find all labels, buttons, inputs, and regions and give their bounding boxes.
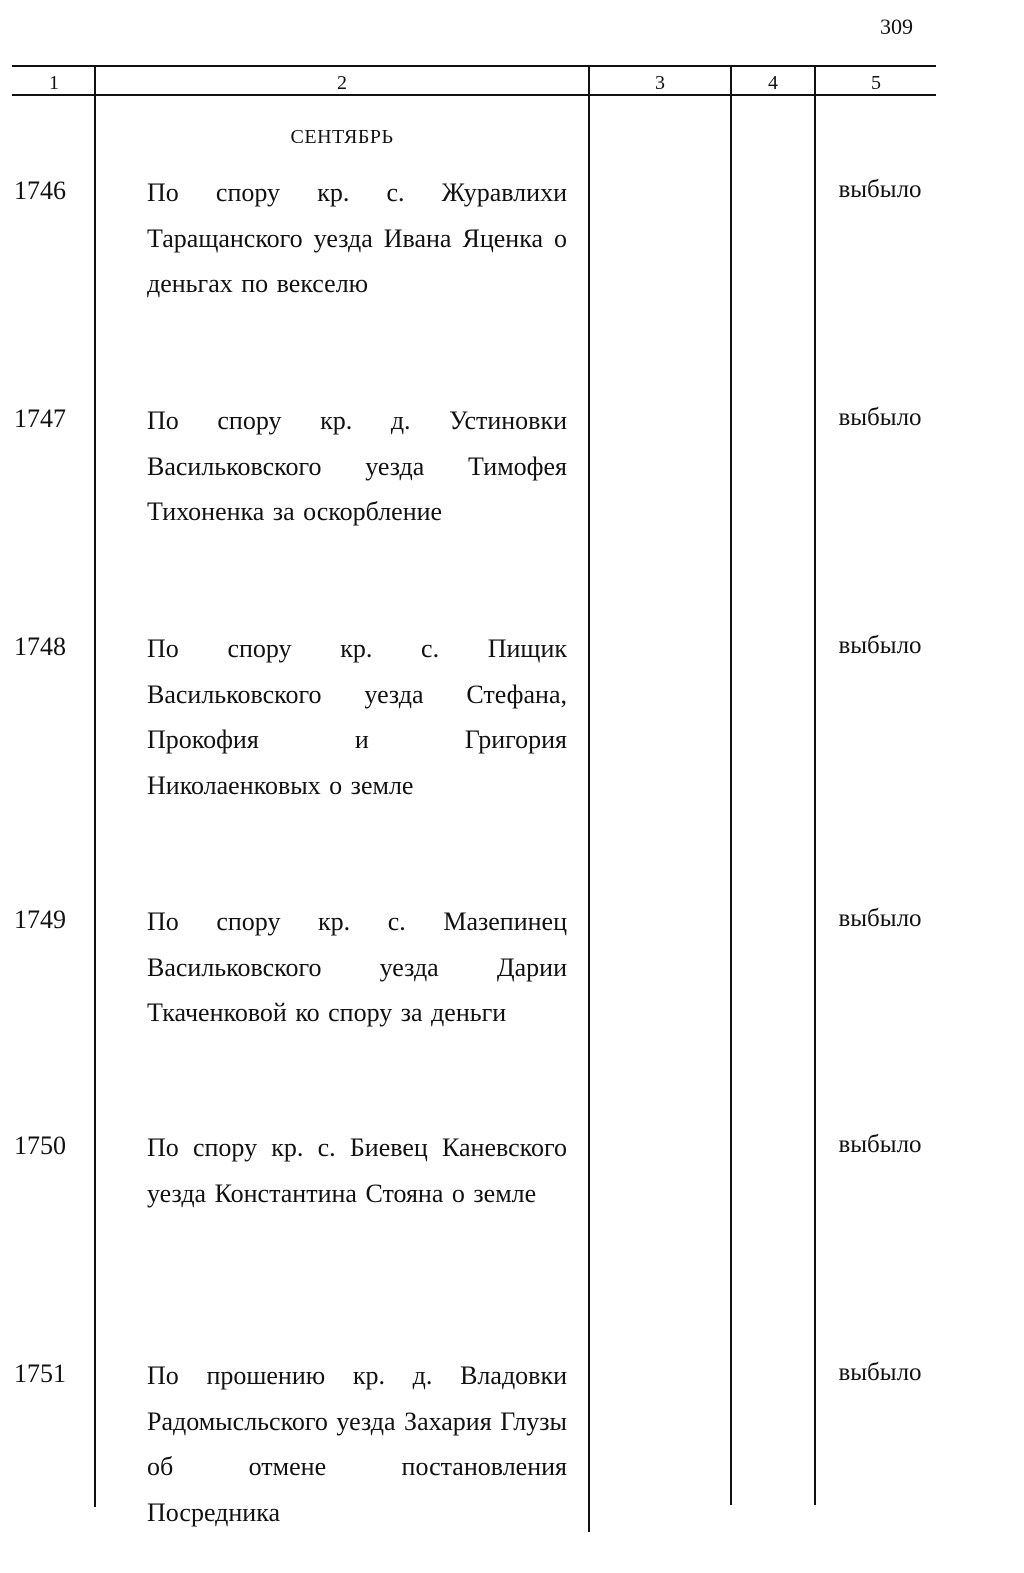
column-divider-1	[94, 65, 96, 1507]
entry-text: По спору кр. с. Мазепинец Васильковского уезда Дарии Ткаченковой ко спору за деньги	[147, 907, 567, 1027]
entry-note: выбыло	[838, 632, 922, 659]
entry-number: 1746	[14, 176, 66, 205]
entry-number: 1747	[14, 404, 66, 433]
entry-text: По спору кр. с. Журавлихи Таращанского уезда Ивана Яценка о деньгах по векселю	[147, 178, 567, 298]
entry-note: выбыло	[838, 404, 922, 431]
header-top-rule	[12, 65, 936, 67]
page-number: 309	[880, 14, 913, 39]
column-header-3: 3	[655, 72, 665, 94]
entry-note: выбыло	[838, 1359, 922, 1386]
entry-number: 1748	[14, 632, 66, 661]
entry-note: выбыло	[838, 1131, 922, 1158]
entry-text: По спору кр. д. Устиновки Васильковского уезда Тимофея Тихоненка за оскорбление	[147, 406, 567, 526]
entry-number: 1751	[14, 1359, 66, 1388]
entry-note: выбыло	[838, 176, 922, 203]
entry-text: По спору кр. с. Биевец Каневского уезда Константина Стояна о земле	[147, 1133, 567, 1208]
entry-number: 1749	[14, 905, 66, 934]
column-divider-3	[730, 65, 732, 1505]
entry-number: 1750	[14, 1131, 66, 1160]
column-header-4: 4	[768, 72, 778, 94]
column-header-5: 5	[871, 72, 881, 94]
column-header-1: 1	[49, 72, 59, 94]
column-divider-2	[588, 65, 590, 1532]
column-header-2: 2	[337, 72, 347, 94]
entry-text: По прошению кр. д. Владовки Радомысльского уезда Захария Глузы об отмене постановления Посредника	[147, 1361, 567, 1527]
entry-note: выбыло	[838, 905, 922, 932]
month-heading: СЕНТЯБРЬ	[290, 126, 394, 148]
column-divider-4	[814, 65, 816, 1505]
entry-text: По спору кр. с. Пищик Васильковского уезда Стефана, Прокофия и Григория Николаенковых о земле	[147, 634, 567, 800]
